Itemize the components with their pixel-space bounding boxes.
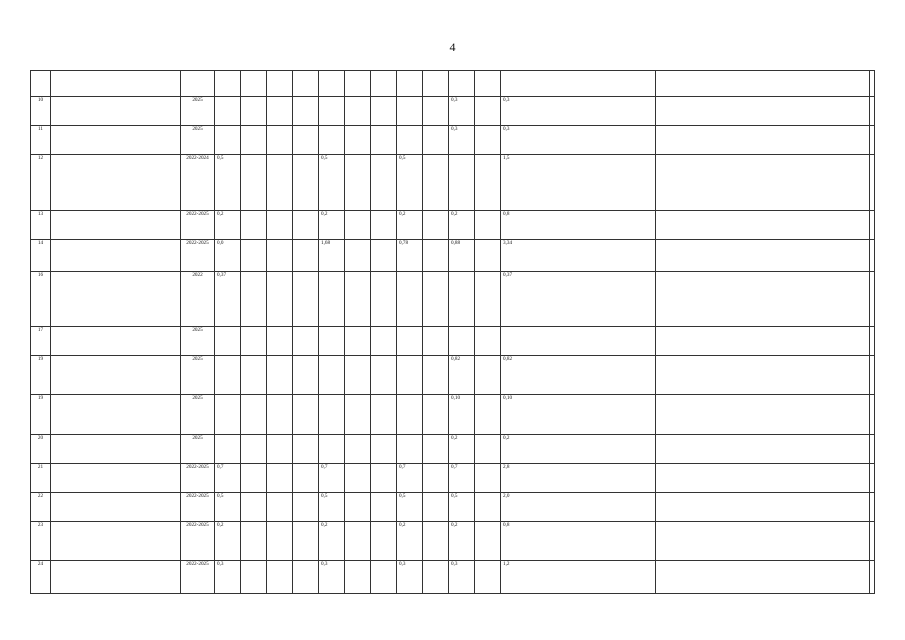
state-program-cell — [870, 327, 875, 356]
funding-value-cell — [397, 71, 423, 97]
responsible-agency-cell — [656, 435, 870, 464]
row-number-cell: 13 — [31, 211, 51, 240]
funding-value-cell: 0,3 — [397, 561, 423, 594]
state-program-cell — [870, 155, 875, 211]
funding-value-cell — [345, 435, 371, 464]
state-program-cell — [870, 97, 875, 126]
funding-value-cell — [475, 395, 501, 435]
funding-value-cell — [319, 356, 345, 395]
funding-value-cell — [423, 327, 449, 356]
funding-value-cell: 0,8 — [501, 522, 656, 561]
funding-value-cell — [293, 395, 319, 435]
funding-value-cell — [293, 211, 319, 240]
funding-value-cell — [423, 464, 449, 493]
funding-value-cell — [371, 464, 397, 493]
table-body — [31, 71, 875, 594]
program-events-table — [30, 70, 875, 594]
funding-value-cell — [345, 395, 371, 435]
funding-value-cell — [371, 356, 397, 395]
funding-value-cell — [241, 240, 267, 272]
funding-value-cell — [423, 272, 449, 327]
funding-value-cell — [475, 272, 501, 327]
funding-value-cell — [397, 435, 423, 464]
responsible-agency-cell — [656, 356, 870, 395]
funding-value-cell — [319, 327, 345, 356]
funding-value-cell — [345, 561, 371, 594]
row-number-cell: 23 — [31, 522, 51, 561]
funding-value-cell — [449, 155, 475, 211]
funding-value-cell — [267, 211, 293, 240]
funding-value-cell — [293, 435, 319, 464]
responsible-agency-cell — [656, 561, 870, 594]
funding-value-cell: 0,2 — [449, 211, 475, 240]
period-cell: 2022-2025 — [181, 464, 215, 493]
funding-value-cell — [215, 71, 241, 97]
state-program-cell — [870, 435, 875, 464]
funding-value-cell: 0,82 — [501, 356, 656, 395]
table-row — [31, 356, 875, 395]
funding-value-cell — [267, 327, 293, 356]
funding-value-cell — [371, 435, 397, 464]
funding-value-cell — [215, 327, 241, 356]
funding-value-cell: 2,0 — [501, 493, 656, 522]
state-program-cell — [870, 395, 875, 435]
funding-value-cell — [423, 395, 449, 435]
funding-value-cell — [501, 71, 656, 97]
funding-value-cell — [319, 71, 345, 97]
funding-value-cell: 0,37 — [501, 272, 656, 327]
funding-value-cell — [267, 561, 293, 594]
state-program-cell — [870, 272, 875, 327]
funding-value-cell — [371, 240, 397, 272]
funding-value-cell: 0,5 — [215, 493, 241, 522]
funding-value-cell: 0,10 — [449, 395, 475, 435]
funding-value-cell: 0,3 — [501, 97, 656, 126]
funding-value-cell — [345, 211, 371, 240]
funding-value-cell — [345, 97, 371, 126]
funding-value-cell — [475, 464, 501, 493]
funding-value-cell: 0,7 — [449, 464, 475, 493]
funding-value-cell — [267, 71, 293, 97]
funding-value-cell — [423, 561, 449, 594]
funding-value-cell: 0,5 — [319, 493, 345, 522]
funding-value-cell — [267, 395, 293, 435]
responsible-agency-cell — [656, 327, 870, 356]
row-number-cell: 22 — [31, 493, 51, 522]
funding-value-cell — [241, 356, 267, 395]
funding-value-cell — [319, 97, 345, 126]
event-name-cell — [51, 155, 181, 211]
funding-value-cell: 0,78 — [397, 240, 423, 272]
responsible-agency-cell — [656, 240, 870, 272]
table-row — [31, 126, 875, 155]
funding-value-cell — [397, 395, 423, 435]
funding-value-cell — [371, 126, 397, 155]
funding-value-cell: 0,5 — [319, 155, 345, 211]
funding-value-cell — [423, 435, 449, 464]
funding-value-cell — [397, 97, 423, 126]
funding-value-cell — [423, 493, 449, 522]
funding-value-cell — [241, 126, 267, 155]
period-cell: 2022-2025 — [181, 240, 215, 272]
table-row — [31, 327, 875, 356]
funding-value-cell: 3,34 — [501, 240, 656, 272]
funding-value-cell — [345, 272, 371, 327]
funding-value-cell — [345, 522, 371, 561]
funding-value-cell — [475, 97, 501, 126]
funding-value-cell: 0,3 — [449, 561, 475, 594]
responsible-agency-cell — [656, 97, 870, 126]
funding-value-cell — [241, 435, 267, 464]
event-name-cell — [51, 356, 181, 395]
page-number: 4 — [449, 40, 456, 54]
document-table-container — [30, 70, 875, 594]
funding-value-cell: 0,3 — [215, 561, 241, 594]
funding-value-cell — [267, 493, 293, 522]
table-row — [31, 395, 875, 435]
funding-value-cell — [475, 493, 501, 522]
funding-value-cell: 0,5 — [397, 155, 423, 211]
funding-value-cell: 0,5 — [449, 493, 475, 522]
table-row — [31, 464, 875, 493]
funding-value-cell — [371, 97, 397, 126]
table-row — [31, 71, 875, 97]
funding-value-cell — [267, 435, 293, 464]
event-name-cell — [51, 395, 181, 435]
funding-value-cell: 0,10 — [501, 395, 656, 435]
table-row — [31, 435, 875, 464]
event-name-cell — [51, 561, 181, 594]
funding-value-cell — [449, 272, 475, 327]
funding-value-cell — [241, 97, 267, 126]
state-program-cell — [870, 522, 875, 561]
funding-value-cell — [293, 493, 319, 522]
funding-value-cell — [293, 155, 319, 211]
table-row — [31, 272, 875, 327]
funding-value-cell — [423, 356, 449, 395]
funding-value-cell — [423, 126, 449, 155]
funding-value-cell — [319, 126, 345, 155]
table-row — [31, 493, 875, 522]
funding-value-cell: 0,37 — [215, 272, 241, 327]
funding-value-cell: 0,2 — [319, 522, 345, 561]
funding-value-cell: 0,5 — [397, 493, 423, 522]
funding-value-cell — [345, 240, 371, 272]
funding-value-cell — [423, 71, 449, 97]
row-number-cell: 14 — [31, 240, 51, 272]
funding-value-cell — [423, 240, 449, 272]
state-program-cell — [870, 240, 875, 272]
funding-value-cell — [475, 327, 501, 356]
period-cell: 2022-2025 — [181, 561, 215, 594]
row-number-cell: 12 — [31, 155, 51, 211]
funding-value-cell — [449, 71, 475, 97]
funding-value-cell — [267, 272, 293, 327]
state-program-cell — [870, 211, 875, 240]
funding-value-cell — [475, 126, 501, 155]
funding-value-cell — [241, 464, 267, 493]
funding-value-cell — [293, 126, 319, 155]
funding-value-cell — [371, 211, 397, 240]
funding-value-cell — [501, 327, 656, 356]
funding-value-cell — [345, 327, 371, 356]
period-cell: 2022-2025 — [181, 493, 215, 522]
period-cell: 2022-2025 — [181, 211, 215, 240]
period-cell — [181, 71, 215, 97]
funding-value-cell: 0,2 — [397, 522, 423, 561]
event-name-cell — [51, 97, 181, 126]
funding-value-cell — [241, 155, 267, 211]
funding-value-cell — [215, 395, 241, 435]
funding-value-cell — [475, 71, 501, 97]
funding-value-cell — [319, 435, 345, 464]
funding-value-cell — [267, 126, 293, 155]
row-number-cell: 16 — [31, 272, 51, 327]
state-program-cell — [870, 561, 875, 594]
funding-value-cell — [371, 272, 397, 327]
funding-value-cell — [215, 435, 241, 464]
funding-value-cell — [345, 356, 371, 395]
table-row — [31, 211, 875, 240]
state-program-cell — [870, 126, 875, 155]
funding-value-cell — [371, 561, 397, 594]
funding-value-cell: 0,7 — [215, 464, 241, 493]
state-program-cell — [870, 356, 875, 395]
funding-value-cell — [293, 327, 319, 356]
funding-value-cell — [345, 493, 371, 522]
period-cell: 2025 — [181, 327, 215, 356]
funding-value-cell — [475, 435, 501, 464]
period-cell: 2025 — [181, 356, 215, 395]
funding-value-cell: 0,2 — [449, 435, 475, 464]
funding-value-cell — [397, 327, 423, 356]
funding-value-cell: 0,7 — [397, 464, 423, 493]
funding-value-cell — [371, 522, 397, 561]
funding-value-cell — [215, 126, 241, 155]
funding-value-cell: 0,2 — [397, 211, 423, 240]
funding-value-cell — [267, 522, 293, 561]
funding-value-cell — [215, 97, 241, 126]
funding-value-cell: 0,3 — [449, 97, 475, 126]
event-name-cell — [51, 435, 181, 464]
event-name-cell — [51, 493, 181, 522]
event-name-cell — [51, 272, 181, 327]
funding-value-cell — [371, 71, 397, 97]
funding-value-cell — [449, 327, 475, 356]
funding-value-cell: 0,2 — [215, 211, 241, 240]
funding-value-cell — [267, 155, 293, 211]
funding-value-cell: 0,2 — [501, 435, 656, 464]
funding-value-cell — [397, 272, 423, 327]
funding-value-cell: 0,2 — [215, 522, 241, 561]
funding-value-cell: 1,68 — [319, 240, 345, 272]
event-name-cell — [51, 71, 181, 97]
funding-value-cell — [423, 155, 449, 211]
funding-value-cell — [293, 356, 319, 395]
state-program-cell — [870, 71, 875, 97]
period-cell: 2025 — [181, 126, 215, 155]
event-name-cell — [51, 522, 181, 561]
funding-value-cell: 0,5 — [215, 155, 241, 211]
row-number-cell: 19 — [31, 356, 51, 395]
row-number-cell: 10 — [31, 97, 51, 126]
funding-value-cell: 0,8 — [501, 211, 656, 240]
funding-value-cell: 0,3 — [319, 561, 345, 594]
funding-value-cell — [267, 240, 293, 272]
funding-value-cell — [475, 522, 501, 561]
state-program-cell — [870, 464, 875, 493]
funding-value-cell — [371, 493, 397, 522]
table-row — [31, 155, 875, 211]
funding-value-cell — [293, 272, 319, 327]
funding-value-cell — [319, 272, 345, 327]
funding-value-cell: 0,0 — [215, 240, 241, 272]
funding-value-cell — [215, 356, 241, 395]
table-row — [31, 522, 875, 561]
funding-value-cell — [241, 211, 267, 240]
funding-value-cell: 1,5 — [501, 155, 656, 211]
funding-value-cell: 0,2 — [319, 211, 345, 240]
funding-value-cell — [423, 211, 449, 240]
period-cell: 2025 — [181, 97, 215, 126]
funding-value-cell — [371, 327, 397, 356]
row-number-cell: 24 — [31, 561, 51, 594]
funding-value-cell — [371, 395, 397, 435]
event-name-cell — [51, 240, 181, 272]
funding-value-cell — [267, 97, 293, 126]
table-row — [31, 561, 875, 594]
responsible-agency-cell — [656, 522, 870, 561]
responsible-agency-cell — [656, 71, 870, 97]
funding-value-cell: 0,82 — [449, 356, 475, 395]
funding-value-cell — [241, 71, 267, 97]
funding-value-cell — [241, 561, 267, 594]
funding-value-cell — [293, 97, 319, 126]
funding-value-cell: 0,3 — [501, 126, 656, 155]
funding-value-cell: 0,88 — [449, 240, 475, 272]
state-program-cell — [870, 493, 875, 522]
period-cell: 2022-2024 — [181, 155, 215, 211]
funding-value-cell — [475, 155, 501, 211]
event-name-cell — [51, 126, 181, 155]
funding-value-cell: 0,3 — [449, 126, 475, 155]
funding-value-cell — [241, 522, 267, 561]
funding-value-cell — [345, 464, 371, 493]
funding-value-cell — [475, 561, 501, 594]
row-number-cell: 21 — [31, 464, 51, 493]
responsible-agency-cell — [656, 126, 870, 155]
funding-value-cell — [241, 327, 267, 356]
event-name-cell — [51, 327, 181, 356]
responsible-agency-cell — [656, 395, 870, 435]
table-row — [31, 240, 875, 272]
period-cell: 2025 — [181, 435, 215, 464]
row-number-cell: 17 — [31, 327, 51, 356]
funding-value-cell — [371, 155, 397, 211]
table-row — [31, 97, 875, 126]
funding-value-cell — [345, 71, 371, 97]
funding-value-cell — [293, 240, 319, 272]
funding-value-cell — [319, 395, 345, 435]
period-cell: 2022-2025 — [181, 522, 215, 561]
funding-value-cell — [475, 356, 501, 395]
row-number-cell: 20 — [31, 435, 51, 464]
responsible-agency-cell — [656, 272, 870, 327]
funding-value-cell — [423, 97, 449, 126]
funding-value-cell — [241, 493, 267, 522]
funding-value-cell: 0,7 — [319, 464, 345, 493]
funding-value-cell — [267, 464, 293, 493]
responsible-agency-cell — [656, 211, 870, 240]
event-name-cell — [51, 211, 181, 240]
funding-value-cell — [241, 395, 267, 435]
funding-value-cell — [267, 356, 293, 395]
funding-value-cell — [397, 126, 423, 155]
funding-value-cell — [293, 464, 319, 493]
funding-value-cell — [475, 240, 501, 272]
row-number-cell — [31, 71, 51, 97]
funding-value-cell — [293, 561, 319, 594]
funding-value-cell — [475, 211, 501, 240]
funding-value-cell — [241, 272, 267, 327]
responsible-agency-cell — [656, 493, 870, 522]
period-cell: 2022 — [181, 272, 215, 327]
funding-value-cell — [293, 522, 319, 561]
responsible-agency-cell — [656, 464, 870, 493]
funding-value-cell — [345, 126, 371, 155]
funding-value-cell: 0,2 — [449, 522, 475, 561]
funding-value-cell — [423, 522, 449, 561]
funding-value-cell — [345, 155, 371, 211]
responsible-agency-cell — [656, 155, 870, 211]
row-number-cell: 19 — [31, 395, 51, 435]
row-number-cell: 11 — [31, 126, 51, 155]
funding-value-cell — [293, 71, 319, 97]
funding-value-cell — [397, 356, 423, 395]
event-name-cell — [51, 464, 181, 493]
funding-value-cell: 2,8 — [501, 464, 656, 493]
period-cell: 2025 — [181, 395, 215, 435]
funding-value-cell: 1,2 — [501, 561, 656, 594]
